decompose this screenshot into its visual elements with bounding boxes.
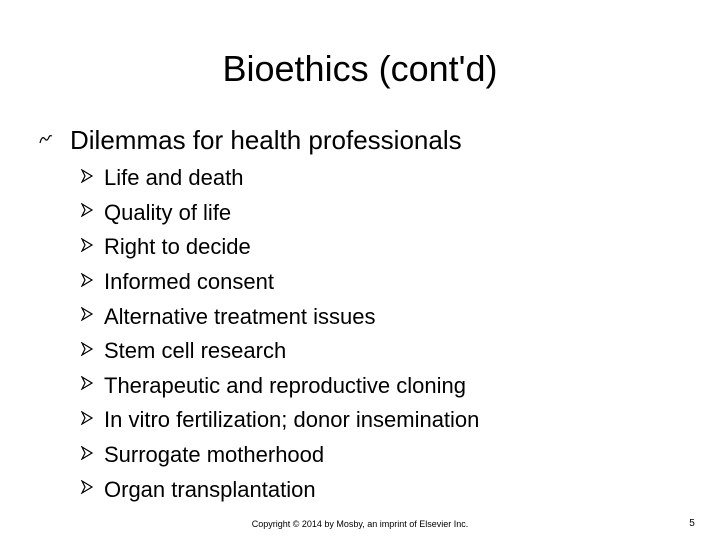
main-bullet-text: Dilemmas for health professionals: [70, 125, 462, 155]
arrowhead-bullet-icon: [80, 238, 104, 257]
list-item: [80, 299, 479, 334]
list-item: [80, 265, 479, 300]
arrowhead-bullet-icon: [80, 376, 104, 395]
list-item: [80, 334, 479, 369]
sub-bullet-text: In vitro fertilization; donor insemination: [104, 407, 480, 433]
list-item: [80, 369, 479, 404]
arrowhead-bullet-icon: [80, 446, 104, 465]
list-item: [80, 472, 479, 507]
page-number: 5: [689, 518, 695, 529]
main-bullet: [38, 122, 462, 158]
arrowhead-bullet-icon: [80, 480, 104, 499]
slide-footer: [0, 517, 720, 531]
arrowhead-bullet-icon: [80, 169, 104, 188]
sub-bullet-list: [80, 161, 479, 507]
hollow-square-bullet-icon: [38, 122, 58, 158]
sub-bullet-text: Surrogate motherhood: [104, 442, 325, 468]
list-item: [80, 403, 479, 438]
list-item: [80, 230, 479, 265]
copyright-text: Copyright © 2014 by Mosby, an imprint of Elsevier Inc.: [251, 519, 469, 529]
arrowhead-bullet-icon: [80, 411, 104, 430]
sub-bullet-text: Informed consent: [104, 269, 274, 295]
list-item: [80, 196, 479, 231]
list-item: [80, 438, 479, 473]
sub-bullet-text: Quality of life: [104, 199, 232, 225]
sub-bullet-text: Therapeutic and reproductive cloning: [104, 372, 467, 398]
list-item: [80, 161, 479, 196]
sub-bullet-text: Stem cell research: [104, 338, 287, 364]
sub-bullet-text: Right to decide: [104, 234, 251, 260]
arrowhead-bullet-icon: [80, 273, 104, 292]
arrowhead-bullet-icon: [80, 203, 104, 222]
sub-bullet-text: Organ transplantation: [104, 476, 316, 502]
slide-title: Bioethics (cont'd): [222, 48, 498, 89]
sub-bullet-text: Alternative treatment issues: [104, 303, 376, 329]
arrowhead-bullet-icon: [80, 342, 104, 361]
sub-bullet-text: Life and death: [104, 165, 244, 191]
arrowhead-bullet-icon: [80, 307, 104, 326]
